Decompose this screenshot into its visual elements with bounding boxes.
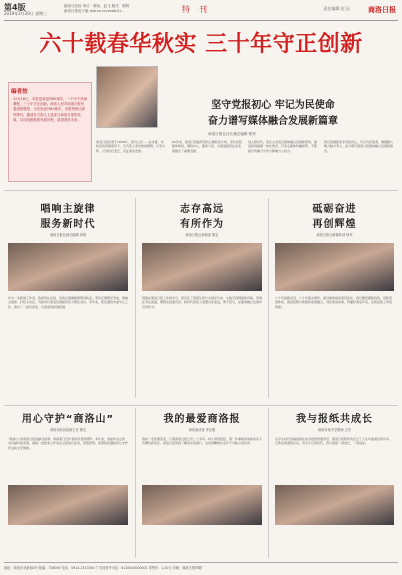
edit-line-1: 新闻与纪检 采访：陈伟，赵飞 版式：陈阿 (64, 4, 130, 8)
main-headline: 六十载春华秋实 三十年守正创新 (39, 32, 363, 57)
article-5 (138, 410, 266, 560)
article-3-photo (275, 243, 394, 291)
hero-col-3: 进入新时代，报社主动适应媒体融合发展新形势，推进报网端微一体化建设，打造全媒体传播矩阵，不断提升传播力引导力影响力公信力。 (248, 140, 318, 153)
article-4-photo (8, 485, 128, 525)
hero-byline: 商洛日报社社长兼总编辑 程军 (208, 132, 256, 136)
divider (268, 198, 269, 398)
hero-col-4: 我们将继续坚守党报初心，牢记为民使命，增强脚力眼力脑力笔力，奋力谱写商洛日报媒体融合发展新篇章。 (324, 140, 394, 153)
divider (268, 408, 269, 558)
article-2-title-line1: 志存高远 (180, 204, 224, 215)
article-1-photo (8, 243, 128, 291)
edit-line-2: 新洛日报电子版 dzb.sn.cn/xzwb/1/... (64, 9, 125, 13)
hero-title-line1: 坚守党报初心 牢记为民使命 (211, 100, 335, 111)
hero-title-line2: 奋力谱写媒体融合发展新篇章 (208, 116, 338, 127)
article-2-byline: 商洛日报社新闻部 陈宏 (185, 233, 219, 237)
article-6-text: 从学生时代投稿到现在成为报纸的通讯员，商洛日报陪伴我走过了人生中最美好的年华。它教会我观察生活，用文字记录时代，我与报纸一同成长，一同进步。 (275, 437, 393, 446)
hero-col-2: 60年来，商洛日报始终坚持正确政治方向，坚持党管媒体原则，围绕中心，服务大局，为商洛经济社会发展做出了重要贡献。 (172, 140, 242, 153)
divider (4, 190, 398, 191)
newspaper-logo: 商洛日报 (368, 6, 396, 14)
divider (135, 408, 136, 558)
article-4-byline: 商洛市政协原副主任 鲁宏 (49, 428, 87, 432)
article-5-photo (142, 485, 262, 525)
article-6 (271, 410, 398, 560)
divider (4, 405, 398, 406)
article-1-text: 作为一名新闻工作者，我深刻认识到，党报必须旗帜鲜明讲政治，坚持正确舆论导向，唱响主旋律，打好主动仗，为新时代商洛发展提供有力舆论支持。多年来，报社围绕市委中心工作，推出了一批有深度、有温度的新闻报道。 (8, 296, 128, 309)
article-3-text: 六十年砥砺奋进，六十年薪火相传。面对媒体格局深刻变化，我们要把握新趋势，创新话语体系，推进报纸与新媒体深度融合，讲好商洛故事，传播好商洛声音，在新征程上再创辉煌。 (275, 296, 393, 309)
article-5-text: 我是一名普通读者，订阅商洛日报已有二十多年。每天拿到报纸，第一件事就是看看家乡又有哪些新变化。商洛日报是我了解家乡的窗口，也是我精神生活中不可缺少的伙伴。 (142, 437, 262, 446)
article-1-title-line2: 服务新时代 (40, 219, 96, 230)
article-4 (4, 410, 132, 560)
section-title: 特刊 (182, 5, 216, 14)
hero-title (162, 98, 384, 130)
page-number: 第4版 (4, 3, 26, 12)
article-3-byline: 商洛日报社新媒体部 杨军 (316, 233, 353, 237)
article-6-byline: 商洛市某中学教师 王芳 (318, 428, 351, 432)
editor-note-text: 12月16日，本报迎来创刊60周年，一个甲子风雨兼程，三十年守正创新。商洛人民对商洛日报有着深厚感情，为庆祝创刊60周年，本报特推出系列特刊，邀请各方面人士讲述与商洛日报的故事，共同回顾报纸发展历程，展望美好未来。 (13, 97, 87, 122)
hero-col-1: 商洛日报社建于1958年，创刊之初……在市委、市政府的坚强领导下，几代报人坚守新闻理想，以笔为犁，记录时代变迁，见证商洛发展。 (96, 140, 166, 153)
article-2-photo (142, 243, 262, 291)
article-3 (271, 200, 398, 400)
edit-info (64, 4, 129, 14)
header-meta: 责任编辑 赵 辰 (323, 6, 350, 11)
editor-note-tag: 编者按 (11, 89, 28, 95)
article-1-byline: 商洛日报社副总编辑 刘明 (49, 233, 87, 237)
article-4-title: 用心守护“商洛山” (21, 414, 115, 425)
article-2-title-line2: 有所作为 (180, 219, 224, 230)
issue-date: 2019年3月20日 星期三 (4, 11, 48, 16)
page-footer: 地址：商洛市北新街4号 邮编：726000 电话：0914-2313340 广告经营许可证：6110004000001 零售价：1.00元 印刷：商洛日报印刷厂 (4, 562, 398, 573)
article-4-text: “商洛山”是商洛日报的副刊品牌，承载着几代作者和读者的情怀。多年来，我始终关注和支持副刊的发展，看到一批批本土作家在这里成长起来，倍感欣慰。希望报社继续用心守护好这块文学园地。 (8, 437, 128, 450)
article-1 (4, 200, 132, 400)
hero-article-body (96, 140, 394, 184)
article-3-title-line1: 砥砺奋进 (312, 204, 357, 215)
page-header (4, 2, 398, 21)
hero-photo (96, 66, 158, 128)
article-5-byline: 商洛某读者 李志刚 (188, 428, 216, 432)
editor-note-box (8, 82, 92, 182)
article-5-title: 我的最爱商洛报 (163, 414, 241, 425)
article-2-text: 回顾在商洛日报工作的岁月，我见证了报纸从铅与火到光与电、从数字到网络的历程。青春在笔尖流淌，理想在版面闪光。新时代的报人更要志存高远，勇于担当，在媒体融合发展中有所作为。 (142, 296, 262, 309)
article-6-title: 我与报纸共成长 (296, 414, 373, 425)
article-1-title-line1: 唱响主旋律 (40, 204, 96, 215)
article-3-title-line2: 再创辉煌 (312, 219, 357, 230)
divider (135, 198, 136, 398)
article-6-photo (275, 485, 394, 525)
article-2 (138, 200, 266, 400)
